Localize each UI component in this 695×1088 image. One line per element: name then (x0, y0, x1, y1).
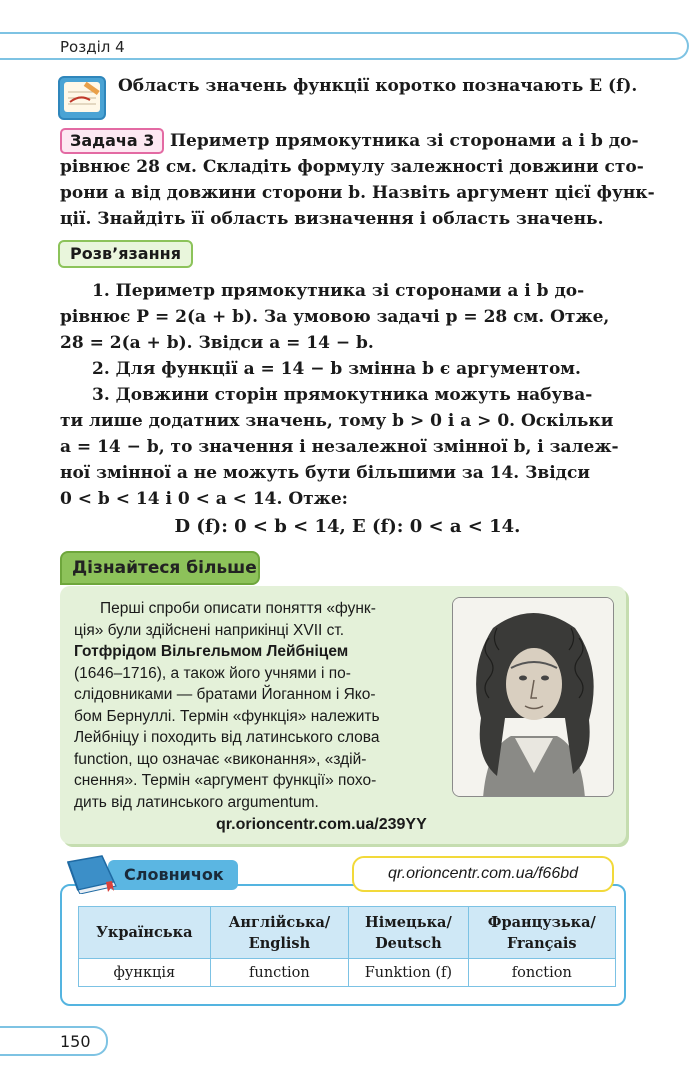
dictionary-header-row (79, 907, 616, 959)
solution-line: ної змінної a не можуть бути більшими за 14. Звідси (60, 463, 590, 483)
learn-line: function, що означає «виконання», «здій- (74, 750, 367, 768)
header-french: Французька/ Français (468, 907, 615, 959)
solution-line: ти лише додатних значень, тому b > 0 і a > 0. Оскільки (60, 411, 614, 431)
learn-line: бом Бернуллі. Термін «функція» належить (74, 707, 380, 725)
cell-ukrainian: функція (79, 959, 211, 987)
learn-line: Лейбніцу і походить від латинського слова (74, 729, 380, 746)
learn-line: снення». Термін «аргумент функції» похо- (74, 772, 377, 789)
page-number: 150 (0, 1026, 108, 1056)
solution-line: 0 < b < 14 і 0 < a < 14. Отже: (60, 489, 348, 509)
dictionary-label: Словничок (108, 860, 238, 890)
book-icon (62, 852, 128, 894)
section-header (0, 32, 689, 60)
pencil-note-icon (58, 76, 106, 120)
task-line: Периметр прямокутника зі сторонами a і b до- (170, 131, 639, 151)
learn-more-label: Дізнайтеся більше (60, 551, 260, 585)
task-line: рівнює 28 см. Складіть формулу залежності довжини сто- (60, 157, 644, 177)
cell-german: Funktion (f) (349, 959, 468, 987)
task-line: рони a від довжини сторони b. Назвіть аргумент цієї функ- (60, 183, 655, 203)
table-row (79, 959, 616, 987)
learn-line: дить від латинського argumentum. (74, 793, 319, 811)
learn-more-text (74, 598, 446, 813)
section-label: Розділ 4 (60, 38, 125, 56)
solution-line: 2. Для функції a = 14 − b змінна b є аргументом. (92, 359, 581, 379)
learn-line-name: Готфрідом Вільгельмом Лейбніцем (74, 643, 349, 660)
learn-line: (1646–1716), а також його учнями і по- (74, 664, 351, 682)
header-english: Англійська/ English (210, 907, 349, 959)
learn-more-link[interactable]: qr.orioncentr.com.ua/239YY (216, 816, 427, 833)
learn-line: ція» були здійснені наприкінці XVII ст. (74, 621, 345, 639)
solution-line: рівнює P = 2(a + b). За умовою задачі p = 28 см. Отже, (60, 307, 610, 327)
solution-label: Розв’язання (58, 240, 193, 268)
header-ukrainian: Українська (79, 907, 211, 959)
task-line: ції. Знайдіть її область визначення і область значень. (60, 209, 604, 229)
cell-french: fonction (468, 959, 615, 987)
domain-range-formula: D (f): 0 < b < 14, E (f): 0 < a < 14. (174, 516, 521, 537)
solution-line: 1. Периметр прямокутника зі сторонами a і b до- (92, 281, 585, 301)
solution-line: a = 14 − b, то значення і незалежної змінної b, і залеж- (60, 437, 619, 457)
header-german: Німецька/ Deutsch (349, 907, 468, 959)
solution-line: 28 = 2(a + b). Звідси a = 14 − b. (60, 333, 374, 353)
dictionary-table (78, 906, 616, 987)
solution-line: 3. Довжини сторін прямокутника можуть набува- (92, 385, 593, 405)
note-text: Область значень функції коротко позначають E (f). (118, 76, 638, 96)
task-label: Задача 3 (60, 128, 164, 154)
learn-line: слідовниками — братами Йоганном і Яко- (74, 686, 376, 703)
dictionary-link[interactable]: qr.orioncentr.com.ua/f66bd (352, 856, 614, 892)
learn-line: Перші спроби описати поняття «функ- (100, 600, 376, 617)
cell-english: function (210, 959, 349, 987)
leibniz-portrait (452, 597, 614, 797)
